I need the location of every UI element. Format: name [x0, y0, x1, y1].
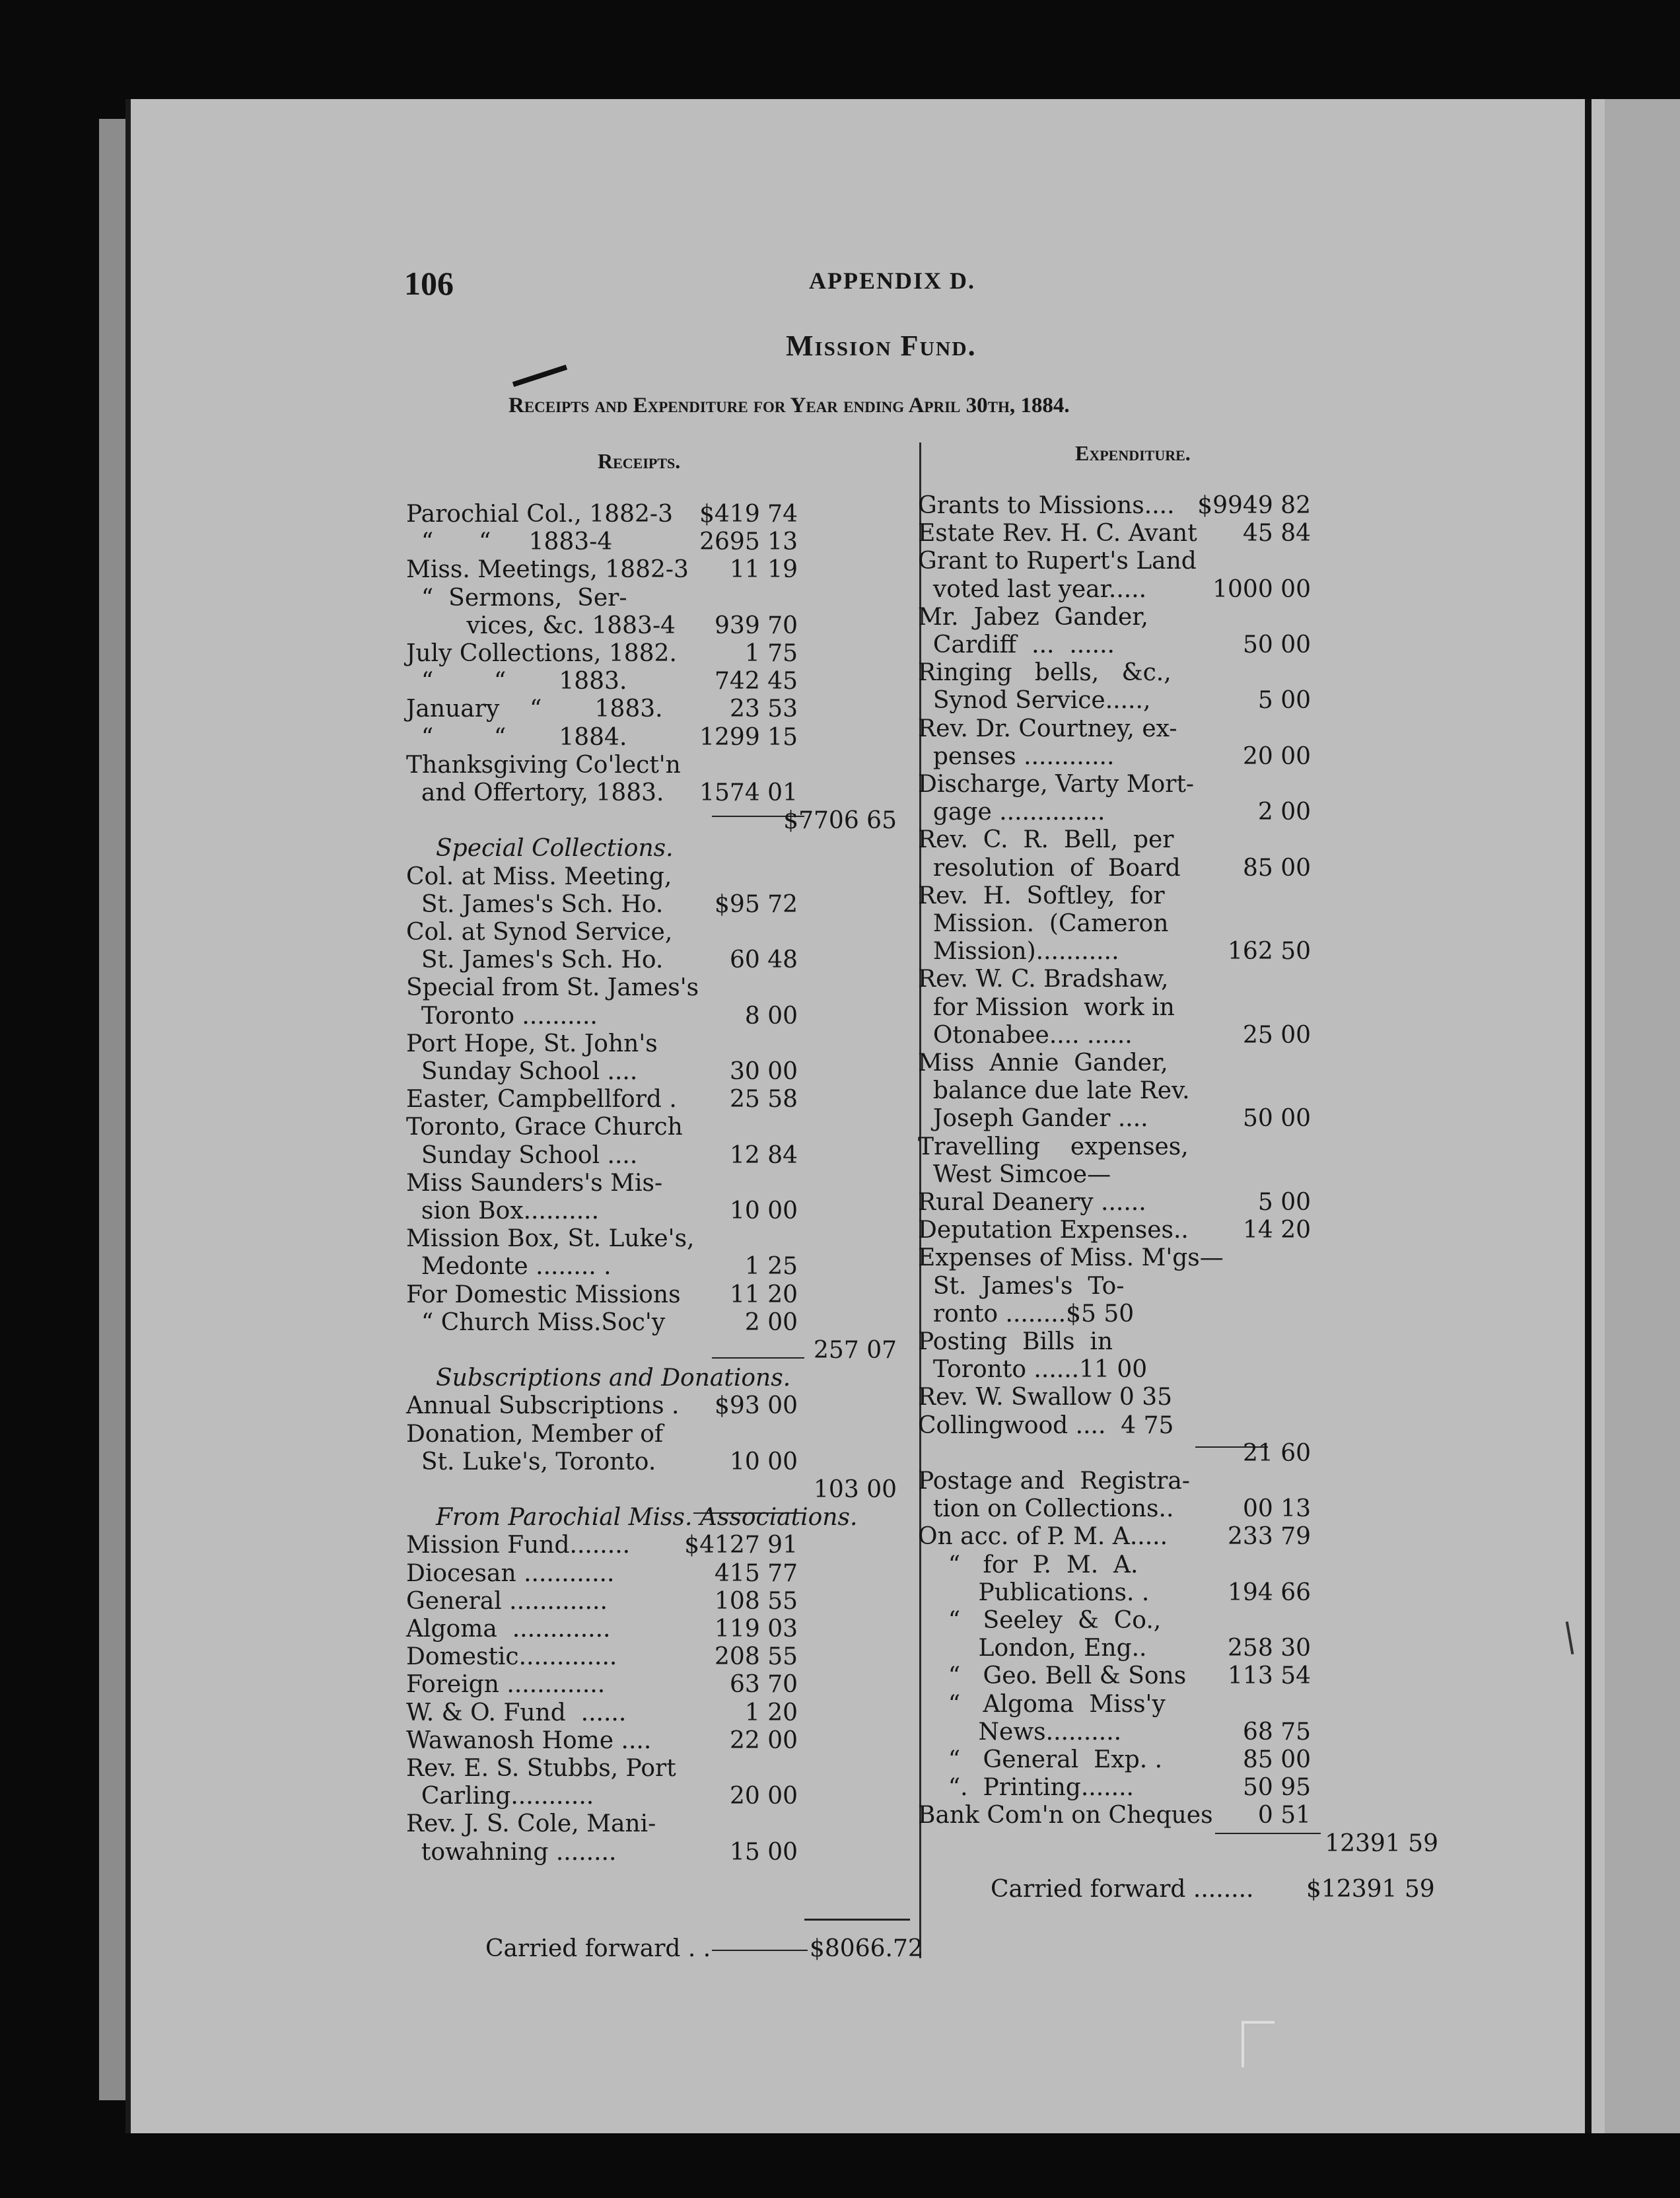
receipt-line-amount: 1 75: [744, 640, 798, 667]
receipt-line-text: Miss. Meetings, 1882-3: [406, 556, 689, 584]
receipt-line-text: Thanksgiving Co'lect'n: [406, 751, 681, 779]
expenditure-line-text: penses ............: [918, 742, 1115, 770]
receipt-line-text: sion Box..........: [406, 1197, 600, 1224]
receipt-line-amount: $95 72: [715, 890, 798, 918]
expenditure-line-text: Miss Annie Gander,: [918, 1049, 1168, 1077]
page-number: 106: [404, 265, 454, 302]
expenditure-line-amount: 50 00: [1242, 631, 1311, 658]
expenditure-line-text: resolution of Board: [918, 854, 1181, 882]
expenditure-line-text: Deputation Expenses..: [918, 1217, 1189, 1244]
receipt-line-text: Port Hope, St. John's: [406, 1030, 658, 1057]
receipt-line-amount: 8 00: [744, 1002, 798, 1030]
expenditure-line-text: tion on Collections..: [918, 1495, 1174, 1523]
expenditure-line-amount: 1000 00: [1212, 575, 1311, 603]
corner-mark-vertical: [1242, 2021, 1244, 2067]
expenditure-line-text: “ General Exp. .: [918, 1746, 1163, 1773]
receipt-line-amount: 742 45: [715, 668, 798, 695]
expenditure-line-amount: 258 30: [1228, 1635, 1311, 1662]
receipt-line-subtotal: 103 00: [814, 1476, 897, 1503]
receipt-line-text: Annual Subscriptions .: [406, 1392, 680, 1420]
expenditure-line-amount: 233 79: [1228, 1523, 1311, 1551]
receipt-line-amount: $419 74: [699, 501, 798, 528]
receipt-line-amount: $4127 91: [684, 1532, 798, 1559]
expenditure-line-text: St. James's To-: [918, 1272, 1125, 1300]
receipt-line-amount: 12 84: [729, 1141, 798, 1169]
receipts-carried-forward-value: $8066.72: [810, 1935, 923, 1962]
expenditure-line-text: On acc. of P. M. A.....: [918, 1523, 1168, 1551]
receipt-line-amount: 63 70: [729, 1671, 798, 1699]
expenditure-line-amount: 85 00: [1242, 854, 1311, 882]
receipt-line-text: Sunday School ....: [406, 1141, 638, 1169]
receipt-line-text: July Collections, 1882.: [406, 640, 677, 667]
expenditure-line-amount: 14 20: [1242, 1217, 1311, 1244]
receipt-line-text: Miss Saunders's Mis-: [406, 1169, 663, 1197]
receipt-line-text: “ “ 1883-4: [406, 528, 613, 556]
expenditure-line-text: “ for P. M. A.: [918, 1551, 1138, 1578]
receipt-line-text: Carling...........: [406, 1783, 594, 1810]
expenditure-line-amount: 20 00: [1242, 742, 1311, 770]
receipt-line-text: Easter, Campbellford .: [406, 1086, 677, 1114]
receipt-line-text: St. Luke's, Toronto.: [406, 1448, 656, 1475]
receipt-line-amount: 2 00: [744, 1308, 798, 1336]
expenditure-line-text: “ Algoma Miss'y: [918, 1690, 1166, 1718]
expenditure-line-text: “ Seeley & Co.,: [918, 1607, 1162, 1634]
expenditure-line-amount: 50 95: [1242, 1774, 1311, 1802]
expenditure-line-text: for Mission work in: [918, 993, 1175, 1021]
expenditure-carried-forward-value: $12391 59: [1306, 1876, 1435, 1903]
receipt-line-subtotal: 257 07: [814, 1337, 897, 1364]
expenditure-line-text: gage ..............: [918, 798, 1105, 826]
receipt-line-amount: 25 58: [729, 1086, 798, 1114]
expenditure-line-amount: 194 66: [1228, 1578, 1311, 1606]
receipt-line-text: For Domestic Missions: [406, 1281, 681, 1308]
expenditure-line-amount: 2 00: [1257, 798, 1311, 826]
receipt-line-text: Mission Box, St. Luke's,: [406, 1225, 695, 1253]
receipt-line-amount: 1 25: [744, 1253, 798, 1281]
expenditure-line-text: News..........: [918, 1718, 1122, 1746]
expenditure-line-text: “. Printing.......: [918, 1774, 1134, 1802]
expenditure-line-text: London, Eng..: [918, 1635, 1147, 1662]
expenditure-line-text: Postage and Registra-: [918, 1468, 1190, 1495]
receipts-subtotal-rule-2: [712, 1357, 804, 1359]
expenditure-heading: Expenditure.: [1075, 441, 1191, 465]
expenditure-line-text: Ringing bells, &c.,: [918, 659, 1172, 687]
expenditure-line-amount: 68 75: [1242, 1718, 1311, 1746]
expenditure-line-text: Collingwood .... 4 75: [918, 1411, 1174, 1439]
expenditure-line-text: “ Geo. Bell & Sons: [918, 1662, 1187, 1690]
receipt-line-text: Diocesan ............: [406, 1559, 615, 1587]
expenditure-line-amount: 45 84: [1242, 520, 1311, 548]
receipt-line-amount: 30 00: [729, 1058, 798, 1085]
expenditure-line-text: Mr. Jabez Gander,: [918, 603, 1148, 631]
expenditure-line-text: Rural Deanery ......: [918, 1189, 1146, 1216]
receipt-line-amount: 20 00: [729, 1783, 798, 1810]
receipt-line-text: Foreign .............: [406, 1671, 606, 1699]
receipt-line-text: Sunday School ....: [406, 1058, 638, 1085]
expenditure-line-text: Grants to Missions....: [918, 492, 1175, 519]
adjacent-page-strip: [1605, 99, 1680, 2133]
expenditure-line-amount: 162 50: [1228, 938, 1311, 966]
receipt-line-amount: 60 48: [729, 946, 798, 974]
receipt-line-subtotal: $7706 65: [783, 807, 897, 835]
expenditure-line-amount: 113 54: [1228, 1662, 1311, 1690]
receipt-line-text: St. James's Sch. Ho.: [406, 890, 664, 918]
page-subtitle: Receipts and Expenditure for Year ending April 30th, 1884.: [508, 394, 1070, 417]
running-title: APPENDIX D.: [809, 267, 975, 294]
expenditure-line-amount: 50 00: [1242, 1105, 1311, 1133]
receipt-line-text: Special from St. James's: [406, 974, 699, 1002]
receipt-line-text: Domestic.............: [406, 1643, 617, 1671]
receipt-line-text: January “ 1883.: [406, 695, 663, 723]
expenditure-line-text: Rev. Dr. Courtney, ex-: [918, 715, 1177, 742]
receipt-line-text: “ Church Miss.Soc'y: [406, 1308, 666, 1336]
receipt-line-text: Rev. E. S. Stubbs, Port: [406, 1755, 676, 1782]
receipts-carried-forward-rule: [712, 1950, 808, 1951]
expenditure-line-text: Estate Rev. H. C. Avant: [918, 520, 1197, 548]
expenditure-line-text: West Simcoe—: [918, 1160, 1111, 1188]
receipt-line-amount: 15 00: [729, 1838, 798, 1866]
receipts-total-rule: [804, 1919, 910, 1921]
receipt-line-text: “ “ 1884.: [406, 723, 627, 751]
receipt-line-amount: 108 55: [715, 1587, 798, 1615]
expenditure-line-amount: 5 00: [1257, 1189, 1311, 1216]
receipt-line-text: vices, &c. 1883-4: [406, 612, 676, 639]
receipt-line-amount: $93 00: [715, 1392, 798, 1420]
receipt-line-text: Parochial Col., 1882-3: [406, 501, 673, 528]
expenditure-line-text: Travelling expenses,: [918, 1133, 1189, 1160]
receipt-line-amount: 11 20: [729, 1281, 798, 1308]
expenditure-carried-forward-label: Carried forward ........: [991, 1876, 1254, 1903]
receipt-line-text: Toronto, Grace Church: [406, 1114, 683, 1141]
expenditure-line-text: Rev. W. C. Bradshaw,: [918, 966, 1169, 993]
expenditure-line-amount: 21 60: [1242, 1439, 1311, 1467]
expenditure-line-subtotal: 12391 59: [1325, 1829, 1438, 1857]
receipt-line-text: Wawanosh Home ....: [406, 1726, 652, 1754]
expenditure-line-text: Grant to Rupert's Land: [918, 548, 1197, 575]
receipt-line-amount: 415 77: [715, 1559, 798, 1587]
receipt-line-amount: 208 55: [715, 1643, 798, 1671]
expenditure-line-text: ronto ........$5 50: [918, 1300, 1135, 1328]
book-spine-line: [1585, 99, 1592, 2133]
receipt-line-text: Subscriptions and Donations.: [436, 1365, 791, 1392]
receipt-line-text: Special Collections.: [436, 835, 674, 863]
receipt-line-text: From Parochial Miss. Associations.: [436, 1504, 858, 1532]
expenditure-line-text: Synod Service.....,: [918, 687, 1151, 715]
receipt-line-amount: 10 00: [729, 1448, 798, 1475]
expenditure-line-text: Bank Com'n on Cheques: [918, 1802, 1213, 1829]
expenditure-line-amount: 25 00: [1242, 1021, 1311, 1049]
receipt-line-text: St. James's Sch. Ho.: [406, 946, 664, 974]
receipt-line-amount: 23 53: [729, 695, 798, 723]
page-title: Mission Fund.: [786, 330, 977, 362]
expenditure-line-text: Toronto ......11 00: [918, 1356, 1148, 1384]
receipt-line-amount: 119 03: [715, 1615, 798, 1643]
expenditure-line-text: Rev. C. R. Bell, per: [918, 826, 1174, 854]
receipt-line-text: Col. at Synod Service,: [406, 919, 673, 946]
expenditure-line-text: balance due late Rev.: [918, 1077, 1190, 1105]
expenditure-line-text: Mission. (Cameron: [918, 910, 1169, 937]
expenditure-line-amount: 85 00: [1242, 1746, 1311, 1773]
expenditure-subtotal-rule-2: [1215, 1833, 1321, 1834]
receipt-line-text: “ Sermons, Ser-: [406, 584, 627, 612]
receipt-line-text: Col. at Miss. Meeting,: [406, 863, 672, 890]
expenditure-line-text: Discharge, Varty Mort-: [918, 771, 1195, 798]
receipts-heading: Receipts.: [598, 449, 681, 473]
expenditure-line-text: Posting Bills in: [918, 1328, 1113, 1355]
expenditure-line-text: Publications. .: [918, 1578, 1150, 1606]
receipt-line-text: General .............: [406, 1587, 608, 1615]
receipt-line-text: “ “ 1883.: [406, 668, 627, 695]
receipt-line-text: Donation, Member of: [406, 1420, 664, 1448]
expenditure-line-text: Rev. W. Swallow 0 35: [918, 1384, 1173, 1411]
receipt-line-text: Medonte ........ .: [406, 1253, 612, 1281]
expenditure-line-text: voted last year.....: [918, 575, 1147, 603]
expenditure-line-amount: 5 00: [1257, 687, 1311, 715]
receipt-line-text: Toronto ..........: [406, 1002, 598, 1030]
expenditure-line-text: Otonabee.... ......: [918, 1021, 1133, 1049]
receipt-line-amount: 10 00: [729, 1197, 798, 1224]
receipt-line-amount: 1299 15: [699, 723, 798, 751]
receipt-line-text: and Offertory, 1883.: [406, 779, 664, 806]
receipt-line-text: Rev. J. S. Cole, Mani-: [406, 1810, 656, 1838]
receipt-line-text: Algoma .............: [406, 1615, 611, 1643]
receipts-carried-forward-label: Carried forward . .: [485, 1935, 711, 1962]
expenditure-line-amount: 00 13: [1242, 1495, 1311, 1523]
receipt-line-amount: 22 00: [729, 1726, 798, 1754]
receipt-line-text: Mission Fund........: [406, 1532, 631, 1559]
expenditure-line-text: Expenses of Miss. M'gs—: [918, 1244, 1224, 1272]
receipt-line-text: towahning ........: [406, 1838, 617, 1866]
expenditure-line-amount: 0 51: [1257, 1802, 1311, 1829]
receipt-line-amount: 1 20: [744, 1699, 798, 1726]
receipt-line-text: W. & O. Fund ......: [406, 1699, 627, 1726]
receipt-line-amount: 1574 01: [699, 779, 798, 806]
page-left-edge: [99, 119, 125, 2100]
expenditure-line-text: Joseph Gander ....: [918, 1105, 1148, 1133]
expenditure-line-text: Cardiff ... ......: [918, 631, 1115, 658]
corner-mark: [1242, 2021, 1275, 2024]
expenditure-line-text: Rev. H. Softley, for: [918, 882, 1165, 909]
receipt-line-amount: 939 70: [715, 612, 798, 639]
receipt-line-amount: 11 19: [729, 556, 798, 584]
receipt-line-amount: 2695 13: [699, 528, 798, 556]
expenditure-line-text: Mission)...........: [918, 938, 1119, 966]
expenditure-line-amount: $9949 82: [1197, 492, 1311, 519]
